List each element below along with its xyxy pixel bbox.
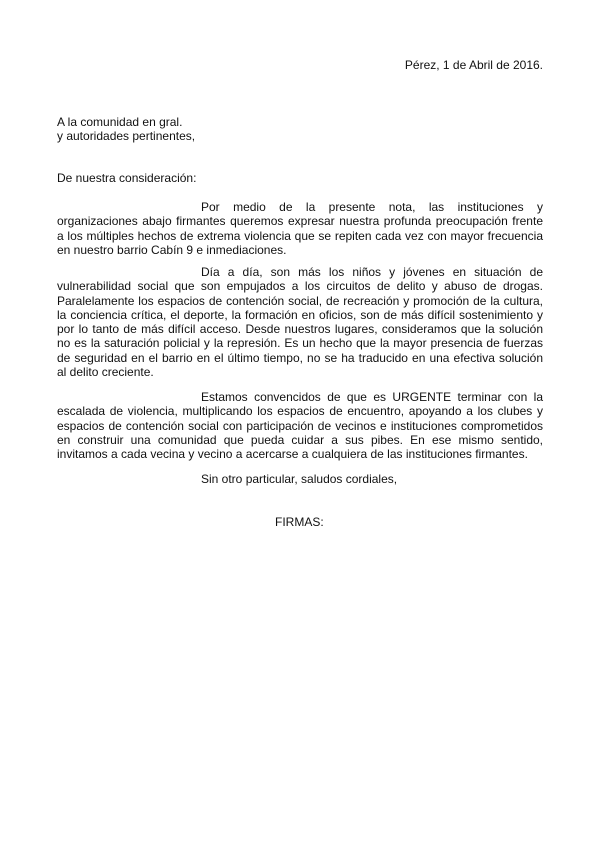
letter-salutation: De nuestra consideración: (57, 171, 197, 185)
letter-paragraph-3: Estamos convencidos de que es URGENTE terminar con la escalada de violencia, multiplicando los espacios de encuentro, apoyando a los clubes y espacios de contención social con participación de vecinos e instituciones comprometidos en construir una comunidad que pueda cuidar a sus pibes. En ese mismo sentido, invitamos a cada vecina y vecino a acercarse a cualquiera de las instituciones firmantes. (57, 390, 543, 462)
letter-closing: Sin otro particular, saludos cordiales, (201, 472, 398, 486)
signatures-label: FIRMAS: (275, 515, 324, 529)
recipient-line-2: y autoridades pertinentes, (57, 129, 196, 144)
letter-recipient (57, 115, 543, 144)
letter-paragraph-2: Día a día, son más los niños y jóvenes en situación de vulnerabilidad social que son empujados a los circuitos de delito y abuso de drogas. Paralelamente los espacios de contención social, de recreación y promoción de la cultura, la conciencia crítica, el deporte, la formación en oficios, son de más difícil sostenimiento y por lo tanto de más difícil acceso. Desde nuestros lugares, consideramos que la solución no es la saturación policial y la represión. Es un hecho que la mayor presencia de fuerzas de seguridad en el barrio en el último tiempo, no se ha traducido en una efectiva solución al delito creciente. (57, 265, 543, 380)
recipient-line-1: A la comunidad en gral. (57, 115, 183, 129)
letter-paragraph-1: Por medio de la presente nota, las instituciones y organizaciones abajo firmantes queremos expresar nuestra profunda preocupación frente a los múltiples hechos de extrema violencia que se repiten cada vez con mayor frecuencia en nuestro barrio Cabín 9 e inmediaciones. (57, 200, 543, 257)
letter-date: Pérez, 1 de Abril de 2016. (404, 58, 543, 72)
